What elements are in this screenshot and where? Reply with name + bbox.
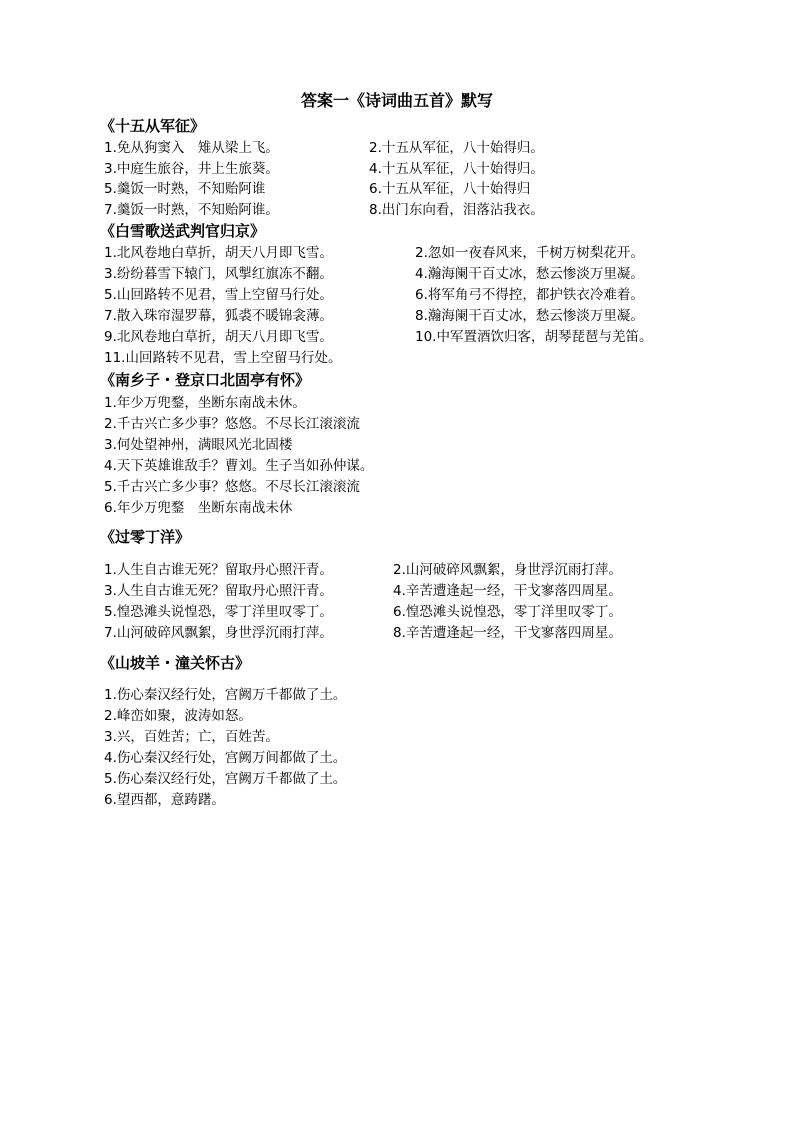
list-item: 4.天下英雄谁敌手？曹刘。生子当如孙仲谋。 [104,458,374,474]
list-item: 1.伤心秦汉经行处，宫阙万千都做了土。 [104,687,347,703]
list-item: 3.纷纷暮雪下辕门，风掣红旗冻不翻。 [104,266,333,282]
section-heading-nanxiangzi: 《南乡子・登京口北固亭有怀》 [100,371,311,389]
list-item: 3.人生自古谁无死？留取丹心照汗青。 [104,583,333,599]
list-item: 3.中庭生旅谷，井上生旅葵。 [104,161,279,177]
list-item: 8.瀚海阑干百丈冰，愁云惨淡万里凝。 [415,308,644,324]
list-item: 5.伤心秦汉经行处，宫阙万千都做了土。 [104,771,347,787]
list-item: 4.辛苦遭逢起一经，干戈寥落四周星。 [393,583,622,599]
list-item: 5.惶恐滩头说惶恐，零丁洋里叹零丁。 [104,604,333,620]
list-item: 5.山回路转不见君，雪上空留马行处。 [104,287,333,303]
list-item: 6.十五从军征，八十始得归 [369,181,531,197]
list-item: 7.散入珠帘湿罗幕，狐裘不暖锦衾薄。 [104,308,333,324]
list-item: 5.羹饭一时熟，不知贻阿谁 [104,181,266,197]
list-item: 7.山河破碎风飘絮，身世浮沉雨打萍。 [104,625,333,641]
list-item: 8.出门东向看，泪落沾我衣。 [369,202,544,218]
section-heading-baixuege: 《白雪歌送武判官归京》 [100,222,266,240]
list-item: 4.瀚海阑干百丈冰，愁云惨淡万里凝。 [415,266,644,282]
list-item: 2.峰峦如聚，波涛如怒。 [104,708,252,724]
section-heading-guolingdingyang: 《过零丁洋》 [100,528,191,546]
list-item: 4.十五从军征，八十始得归。 [369,161,544,177]
list-item: 5.千古兴亡多少事？悠悠。不尽长江滚滚流 [104,479,360,495]
section-heading-shanpoyang: 《山坡羊・潼关怀古》 [100,654,251,672]
list-item: 7.羹饭一时熟，不知贻阿谁。 [104,202,279,218]
list-item: 6.望西都，意踌躇。 [104,792,225,808]
list-item: 2.山河破碎风飘絮，身世浮沉雨打萍。 [393,562,622,578]
list-item: 1.人生自古谁无死？留取丹心照汗青。 [104,562,333,578]
list-item: 1.北风卷地白草折，胡天八月即飞雪。 [104,245,333,261]
list-item: 3.兴，百姓苦；亡，百姓苦。 [104,729,279,745]
list-item: 6.将军角弓不得控，都护铁衣冷难着。 [415,287,644,303]
section-heading-shiwu: 《十五从军征》 [100,117,206,135]
list-item: 3.何处望神州，满眼风光北固楼 [104,437,293,453]
list-item: 4.伤心秦汉经行处，宫阙万间都做了土。 [104,750,347,766]
list-item: 2.十五从军征，八十始得归。 [369,140,544,156]
list-item: 11.山回路转不见君，雪上空留马行处。 [104,350,342,366]
list-item: 10.中军置酒饮归客，胡琴琵琶与羌笛。 [415,329,653,345]
list-item: 2.千古兴亡多少事？悠悠。不尽长江滚滚流 [104,416,360,432]
page-title: 答案一《诗词曲五首》默写 [300,91,493,110]
list-item: 2.忽如一夜春风来，千树万树梨花开。 [415,245,644,261]
list-item: 8.辛苦遭逢起一经，干戈寥落四周星。 [393,625,622,641]
list-item: 1.免从狗窦入 雉从梁上飞。 [104,140,279,156]
list-item: 1.年少万兜鍪，坐断东南战未休。 [104,395,306,411]
list-item: 9.北风卷地白草折，胡天八月即飞雪。 [104,329,333,345]
list-item: 6.年少万兜鍪 坐断东南战未休 [104,500,293,516]
list-item: 6.惶恐滩头说惶恐，零丁洋里叹零丁。 [393,604,622,620]
